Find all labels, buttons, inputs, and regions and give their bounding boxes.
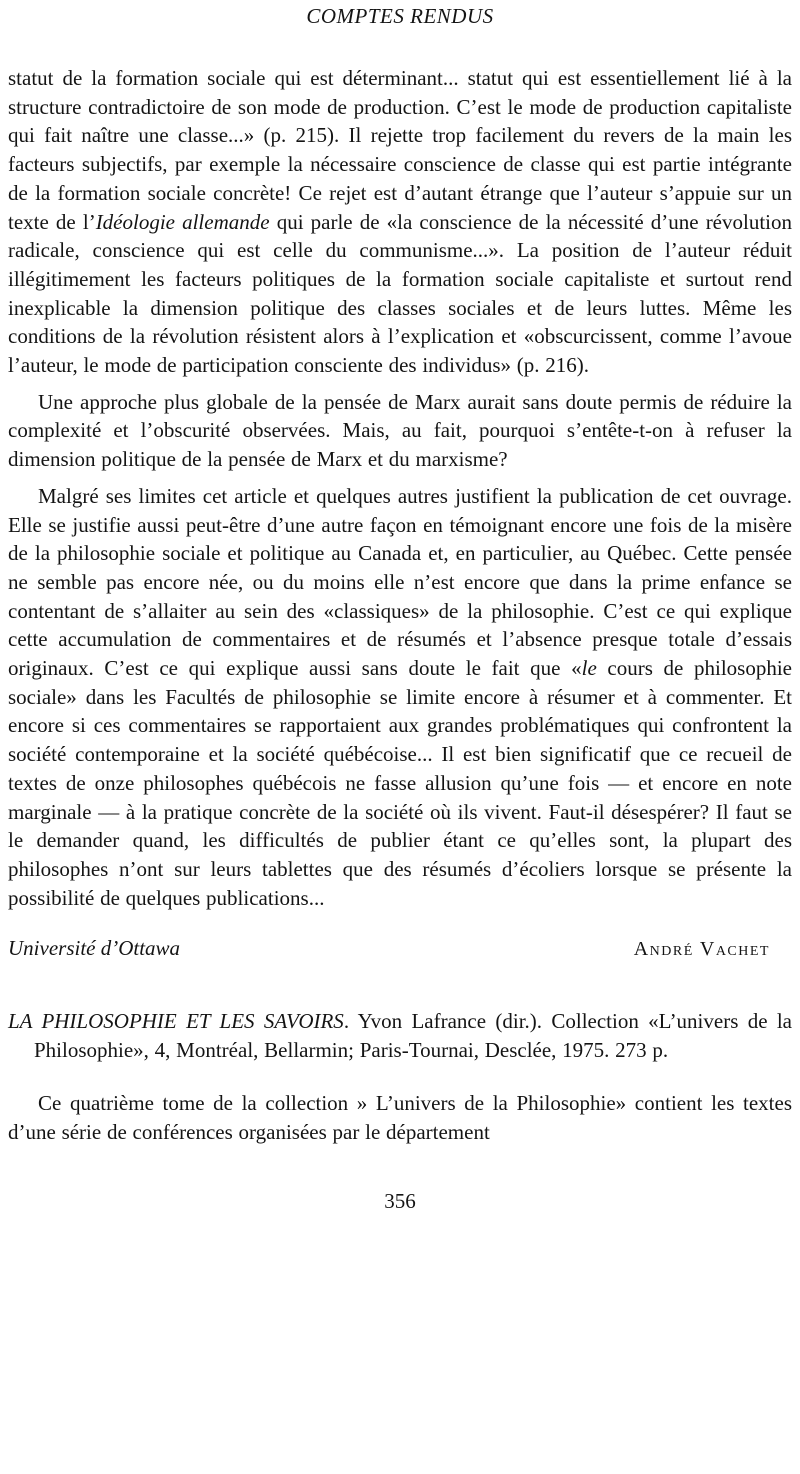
body-paragraph [8,1089,792,1146]
italic-text-run: Idéologie allemande [95,209,270,234]
journal-header [8,4,792,29]
signature-affiliation: Université d’Ottawa [8,936,181,961]
text-run: Malgré ses limites cet article et quelques autres justifient la publication de cet ouvrage. Elle se justifie aussi peut-être d’une autre façon en témoignant encore une fois de la misère de la philosophie sociale et politique au Canada et, en particulier, au Québec. Cette pensée ne semble pas encore née, ou du moins elle n’est encore que dans la prime enfance se contentant de s’allaiter au sein des «classiques» de la philosophie. C’est ce qui explique cette accumulation de commentaires et de résumés et l’absence presque totale d’essais originaux. C’est ce qui explique aussi sans doute le fait que « [8,483,792,681]
body-paragraph [8,482,792,913]
text-run: qui parle de «la conscience de la nécessité d’une révolution radicale, conscience qui est celle du communisme...». La position de l’auteur réduit illégitimement les facteurs politiques de la formation sociale capitaliste et surtout rend inexplicable la dimension politique des classes sociales et de leurs luttes. Même les conditions de la révolution résistent alors à l’explication et «obscurcissent, comme l’avoue l’auteur, le mode de participation consciente des individus» (p. 216). [8,209,793,378]
italic-text-run: le [581,656,597,681]
signature-author: André Vachet [633,938,770,961]
review-signature [8,936,792,961]
body-paragraph [8,388,792,474]
next-review-body [8,1089,792,1146]
body-paragraph [8,64,792,380]
text-run: Ce quatrième tome de la collection » L’univers de la Philosophie» contient les textes d’une série de conférences organisées par le département [8,1091,792,1145]
page-number: 356 [384,1188,416,1213]
review-body-text [8,64,792,912]
text-run: statut de la formation sociale qui est déterminant... statut qui est essentiellement lié à la structure contradictoire de son mode de production. C’est le mode de production capitaliste qui fait naître une classe...» (p. 215). Il rejette trop facilement du revers de la main les facteurs subjectifs, par exemple la nécessaire conscience de classe qui est partie intégrante de la formation sociale concrète! Ce rejet est d’autant étrange que l’auteur s’appuie sur un texte de l’ [8,66,792,234]
text-run: Une approche plus globale de la pensée de Marx aurait sans doute permis de réduire la complexité et l’obscurité observées. Mais, au fait, pourquoi s’entête-t-on à refuser la dimension politique de la pensée de Marx et du marxisme? [8,389,792,472]
next-review-citation [8,1007,792,1065]
journal-header-title: COMPTES RENDUS [306,4,494,28]
text-run: . Yvon Lafrance (dir.). Collection «L’univers de la Philosophie», 4, Montréal, Bellarmin; Paris-Tournai, Desclée, 1975. 273 p. [34,1009,792,1063]
italic-text-run: LA PHILOSOPHIE ET LES SAVOIRS [8,1009,344,1034]
text-run: cours de philosophie sociale» dans les Facultés de philosophie se limite encore à résumer et à commenter. Et encore si ces commentaires se rapportaient aux grandes problématiques qui confrontent la société contemporaine et la société québécoise... Il est bien significatif que ce recueil de textes de onze philosophes québécois ne fasse allusion qu’une fois — et encore en note marginale — à la pratique concrète de la société où ils vivent. Faut-il désespérer? Il faut se le demander quand, les difficultés de publier étant ce qu’elles sont, la plupart des philosophes n’ont sur leurs tablettes que des résumés d’écoliers lorsque se présente la possibilité de quelques publications... [8,656,792,910]
